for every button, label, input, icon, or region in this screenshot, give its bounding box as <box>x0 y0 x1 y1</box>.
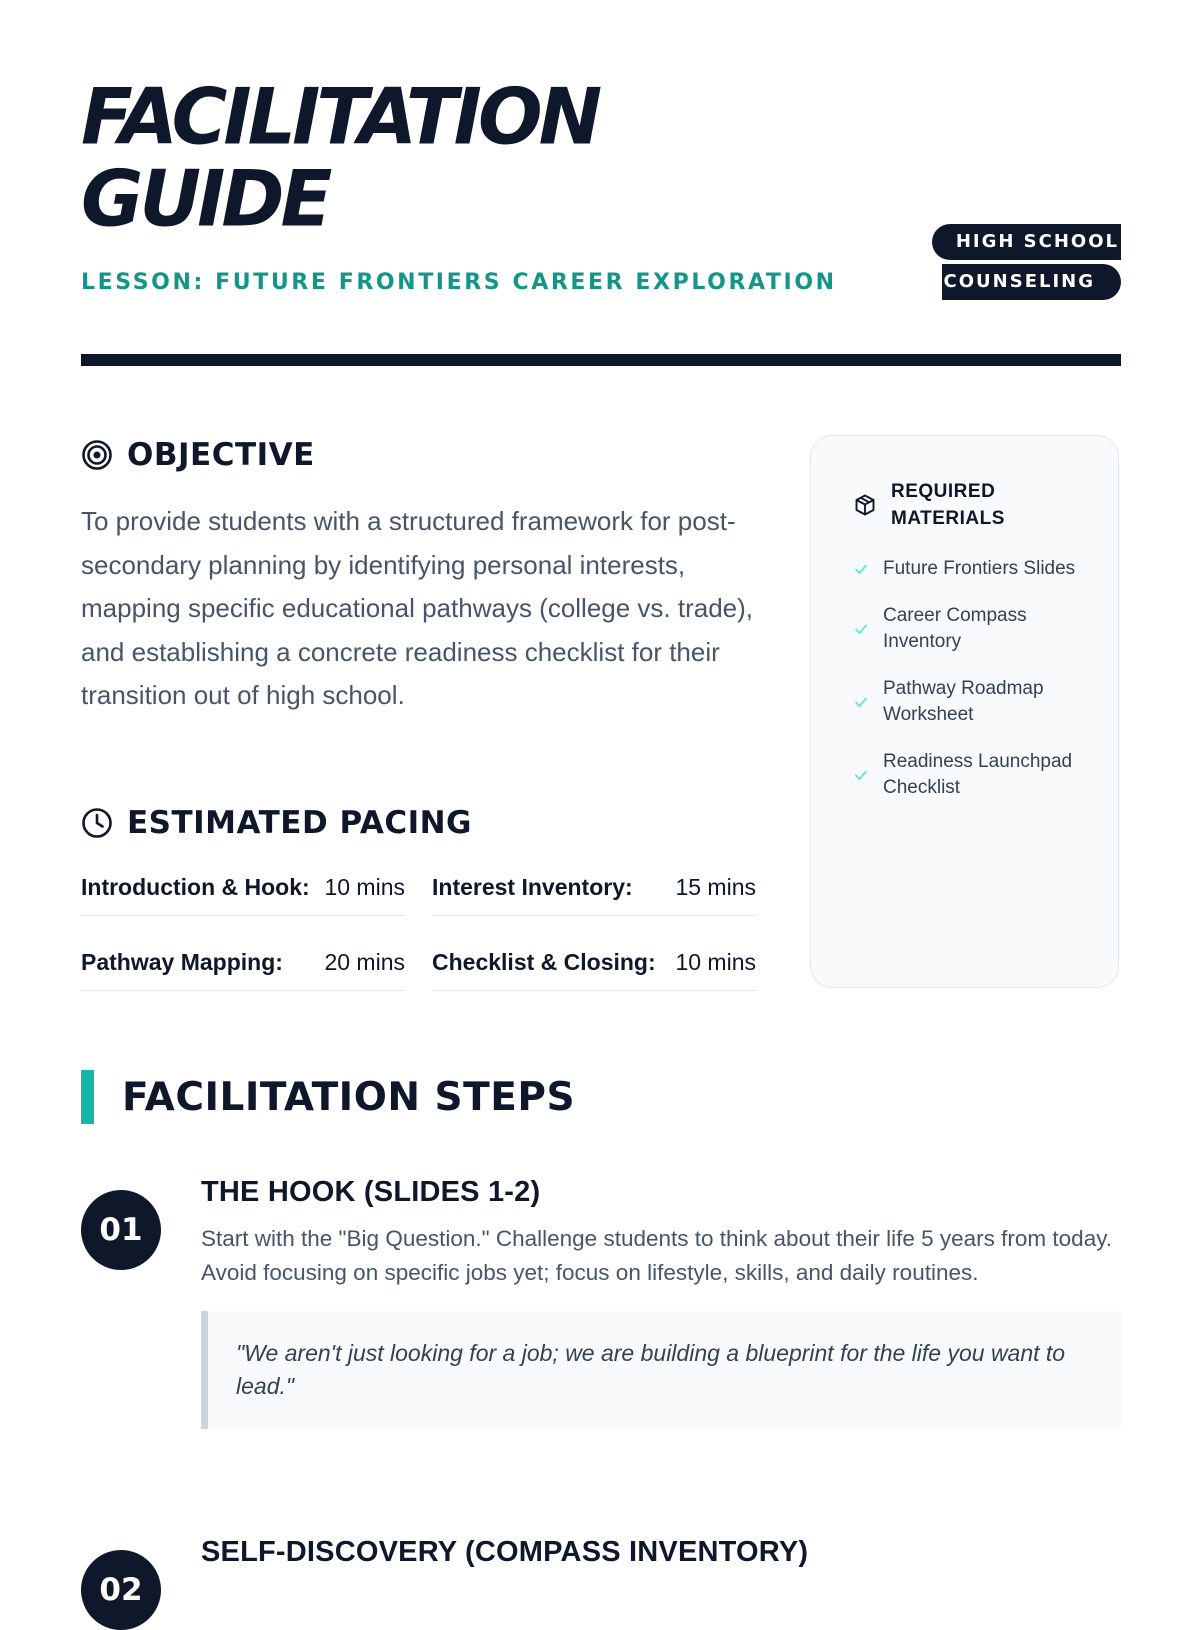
list-item <box>853 556 1093 583</box>
pacing-item <box>432 935 756 991</box>
step-number: 01 <box>81 1190 161 1270</box>
pacing-value: 20 mins <box>324 949 405 975</box>
step-quote: "We aren't just looking for a job; we are building a blueprint for the life you want to lead." <box>201 1311 1121 1429</box>
materials-heading <box>853 478 1041 532</box>
steps-heading <box>81 1070 575 1124</box>
audience-badge <box>931 224 1121 300</box>
list-item <box>853 749 1093 802</box>
pacing-item <box>81 935 405 991</box>
title-line-2: GUIDE <box>81 152 329 244</box>
check-icon <box>853 561 869 577</box>
list-item <box>853 676 1093 729</box>
material-label: Pathway Roadmap Worksheet <box>883 677 1044 725</box>
pacing-item <box>81 860 405 916</box>
step-title: THE HOOK (SLIDES 1-2) <box>201 1176 541 1208</box>
lesson-subtitle: LESSON: FUTURE FRONTIERS CAREER EXPLORATION <box>81 270 837 295</box>
material-label: Career Compass Inventory <box>883 604 1027 652</box>
material-label: Future Frontiers Slides <box>883 558 1076 579</box>
facilitation-guide-page <box>81 0 1121 1608</box>
objective-title: OBJECTIVE <box>127 437 315 473</box>
pacing-value: 10 mins <box>675 949 756 975</box>
materials-title: REQUIRED MATERIALS <box>891 481 1005 529</box>
step-content <box>201 1536 1121 1594</box>
materials-list <box>853 556 1093 822</box>
steps-title: FACILITATION STEPS <box>122 1074 576 1120</box>
pacing-value: 10 mins <box>324 874 405 900</box>
check-icon <box>853 767 869 783</box>
badge-line-2: COUNSELING <box>942 264 1121 300</box>
pacing-value: 15 mins <box>675 874 756 900</box>
package-icon <box>853 493 877 517</box>
header-divider <box>81 354 1121 366</box>
step-description: Start with the "Big Question." Challenge students to think about their life 5 years from today. Avoid focusing on specific jobs yet; focus on lifestyle, skills, and daily routines. <box>201 1226 1113 1285</box>
step-number: 02 <box>81 1550 161 1630</box>
target-icon <box>81 439 113 471</box>
pacing-label: Pathway Mapping: <box>81 949 283 975</box>
page-title <box>81 71 599 244</box>
pacing-item <box>432 860 756 916</box>
objective-heading <box>81 437 315 473</box>
check-icon <box>853 621 869 637</box>
check-icon <box>853 694 869 710</box>
steps-accent-bar <box>81 1070 94 1124</box>
list-item <box>853 603 1093 656</box>
step-title: SELF-DISCOVERY (COMPASS INVENTORY) <box>201 1536 809 1568</box>
materials-card <box>810 435 1119 988</box>
pacing-label: Checklist & Closing: <box>432 949 656 975</box>
material-label: Readiness Launchpad Checklist <box>883 750 1073 798</box>
pacing-heading <box>81 805 472 841</box>
pacing-title: ESTIMATED PACING <box>127 805 473 841</box>
pacing-label: Interest Inventory: <box>432 874 633 900</box>
step-content <box>201 1176 1121 1419</box>
objective-text: To provide students with a structured framework for post-secondary planning by identifying personal interests, mapping specific educational pathways (college vs. trade), and establishing a concrete readiness checklist for their transition out of high school. <box>81 506 754 710</box>
badge-line-1: HIGH SCHOOL <box>932 224 1121 260</box>
pacing-label: Introduction & Hook: <box>81 874 310 900</box>
title-line-1: FACILITATION <box>81 71 599 163</box>
clock-icon <box>81 807 113 839</box>
